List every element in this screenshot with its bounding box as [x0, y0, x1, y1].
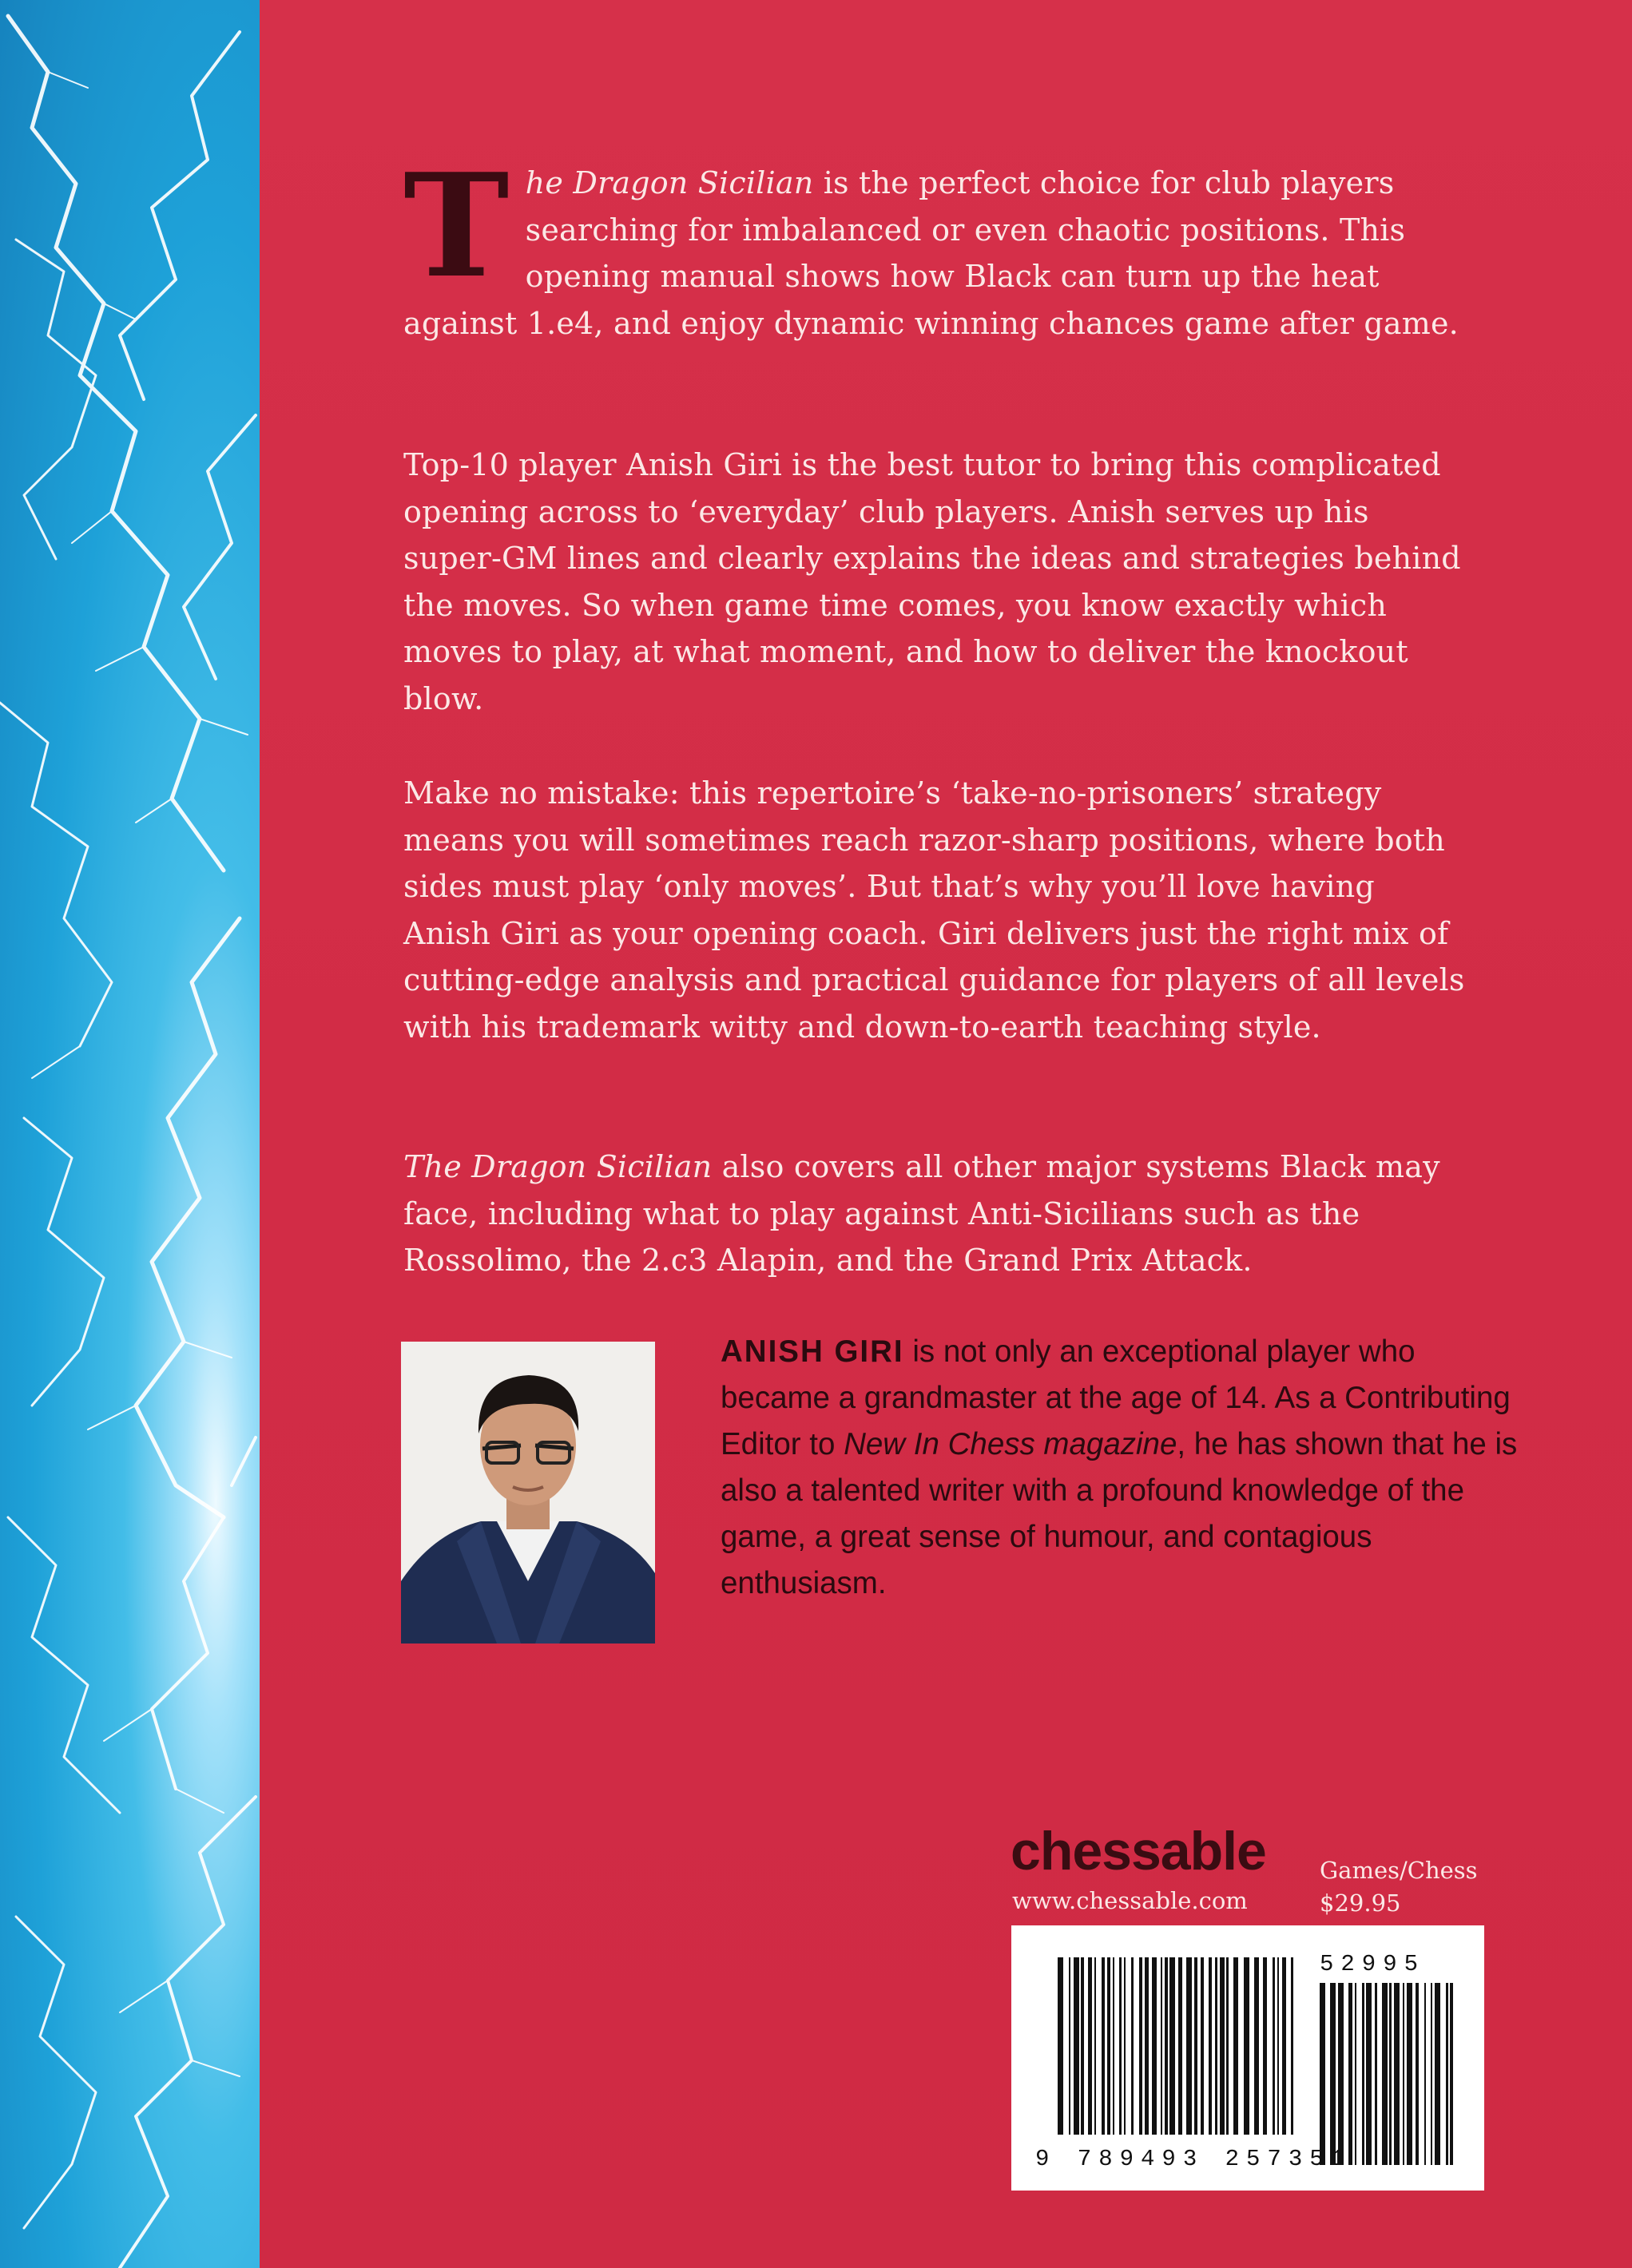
book-title-italic: he Dragon Sicilian — [525, 165, 814, 200]
drop-cap: T — [403, 142, 510, 309]
paragraph-text: also covers all other major systems Black may face, including what to play against Anti-Sicilians such as the Rossolimo, the 2.c3 Alapin, and the Grand Prix Attack. — [403, 1149, 1440, 1278]
barcode — [1011, 1925, 1484, 2191]
spine-lightning-panel — [0, 0, 260, 2268]
book-category: Games/Chess — [1320, 1857, 1478, 1884]
lightning-icon — [0, 0, 260, 2268]
bio-text: is not only an exceptional player who became a grandmaster at the age of 14. As a Contributing Editor to — [721, 1334, 1511, 1461]
addon-digits: 52995 — [1320, 1951, 1426, 1977]
publisher-url: www.chessable.com — [1012, 1887, 1248, 1914]
blurb-paragraph-2: Top-10 player Anish Giri is the best tutor to bring this complicated opening across to ‘everyday’ club players. Anish serves up his super-GM lines and clearly explains the ideas and strategies behind the moves. So when game time comes, you know exactly which moves to play, at what moment, and how to deliver the knockout blow. — [403, 447, 1461, 716]
book-price: $29.95 — [1320, 1889, 1401, 1917]
author-name: ANISH GIRI — [721, 1334, 904, 1369]
magazine-title: New In Chess magazine — [844, 1427, 1177, 1461]
publisher-logo: chessable — [1011, 1821, 1266, 1881]
blurb-paragraph-4 — [403, 1144, 1466, 1284]
author-portrait-icon — [401, 1342, 655, 1644]
blurb-paragraph-3: Make no mistake: this repertoire’s ‘take-no-prisoners’ strategy means you will sometimes reach razor-sharp positions, where both sides must play ‘only moves’. But that’s why you’ll love having Anish Giri as your opening coach. Giri delivers just the right mix of cutting-edge analysis and practical guidance for players of all levels with his trademark witty and down-to-earth teaching style. — [403, 775, 1465, 1045]
bio-text: , he has shown that he is also a talented writer with a profound knowledge of the game, a great sense of humour, and contagious enthusiasm. — [721, 1427, 1518, 1600]
book-title-italic: The Dragon Sicilian — [403, 1149, 713, 1184]
author-photo — [401, 1342, 655, 1644]
author-bio — [721, 1329, 1519, 1607]
isbn-digits: 9 789493 257351 — [1035, 2146, 1352, 2172]
blurb-paragraph-1 — [403, 142, 1466, 347]
paragraph-text: is the perfect choice for club players searching for imbalanced or even chaotic positions. This opening manual shows how Black can turn up the heat against 1.e4, and enjoy dynamic winning chances game after game. — [403, 165, 1459, 341]
